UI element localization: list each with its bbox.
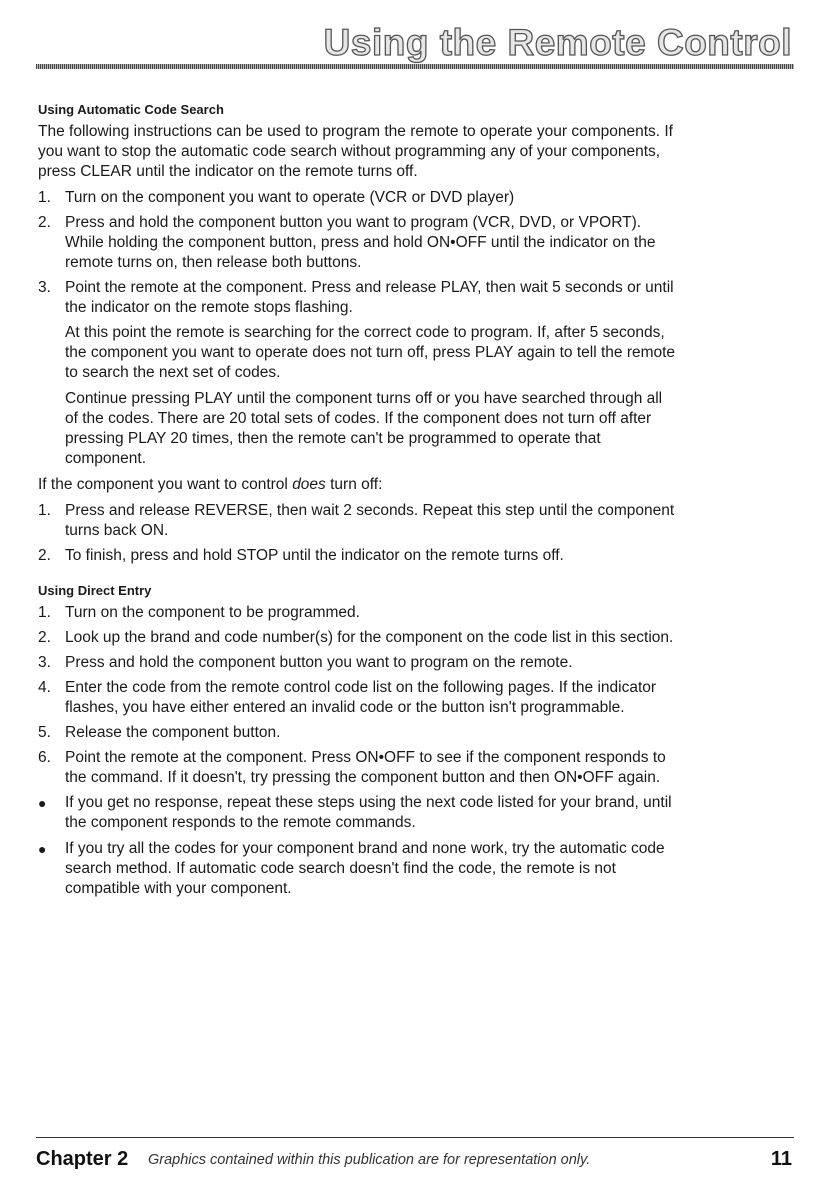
conditional-intro — [38, 475, 678, 495]
section-heading-direct-entry: Using Direct Entry — [38, 583, 152, 598]
list-item — [38, 678, 678, 718]
list-item — [38, 546, 678, 566]
page-number: 11 — [770, 1148, 792, 1170]
list-text: Turn on the component to be programmed. — [65, 604, 360, 621]
list-number: 2. — [38, 547, 51, 564]
list-item — [38, 278, 678, 318]
list-item — [38, 501, 678, 541]
list-item — [38, 213, 678, 273]
list-text: Enter the code from the remote control code list on the following pages. If the indicator flashes, you have either entered an invalid code or the button isn't programmable. — [65, 679, 657, 716]
list-number: 2. — [38, 214, 51, 231]
list-number: 4. — [38, 679, 51, 696]
list-text: Turn on the component you want to operate (VCR or DVD player) — [65, 189, 515, 206]
list-number: 6. — [38, 749, 51, 766]
bullet-item — [38, 839, 678, 899]
list-text: To finish, press and hold STOP until the indicator on the remote turns off. — [65, 547, 564, 564]
list-item — [38, 653, 678, 673]
bullet-text: If you try all the codes for your component brand and none work, try the automatic code search method. If automatic code search doesn't find the code, the remote is not compatible with your component. — [65, 840, 665, 897]
list-number: 3. — [38, 279, 51, 296]
list-number: 1. — [38, 189, 51, 206]
bullet-item — [38, 793, 678, 833]
list-item — [38, 188, 678, 208]
intro-paragraph: The following instructions can be used to program the remote to operate your components. If you want to stop the automatic code search without programming any of your components, press CLEAR until the indicator on the remote turns off. — [38, 123, 673, 180]
bullet-icon: ● — [38, 841, 47, 857]
conditional-emphasis: does — [292, 476, 326, 493]
list-item — [38, 628, 678, 648]
list-text: Point the remote at the component. Press ON•OFF to see if the component responds to the command. If it doesn't, try pressing the component button and then ON•OFF again. — [65, 749, 666, 786]
footer-rule — [36, 1137, 794, 1138]
conditional-prefix: If the component you want to control — [38, 476, 293, 493]
list-text: Release the component button. — [65, 724, 281, 741]
page-title: Using the Remote Control — [323, 22, 792, 63]
list-text: Look up the brand and code number(s) for the component on the code list in this section. — [65, 629, 674, 646]
section-heading-automatic-code-search: Using Automatic Code Search — [38, 102, 224, 117]
list-number: 1. — [38, 604, 51, 621]
list-number: 1. — [38, 502, 51, 519]
list-item — [38, 748, 678, 788]
list-item — [38, 603, 678, 623]
step3-paragraph-2: Continue pressing PLAY until the component turns off or you have searched through all of the codes. There are 20 total sets of codes. If the component does not turn off after pressing PLAY 20 times, then the remote can't be programmed to operate that component. — [65, 390, 663, 467]
conditional-suffix: turn off: — [325, 476, 383, 493]
list-number: 5. — [38, 724, 51, 741]
list-number: 3. — [38, 654, 51, 671]
list-text: Press and hold the component button you want to program (VCR, DVD, or VPORT). While holding the component button, press and hold ON•OFF until the indicator on the remote turns on, then release both buttons. — [65, 214, 656, 271]
list-item — [38, 723, 678, 743]
footer — [36, 1148, 794, 1174]
footer-disclaimer: Graphics contained within this publication are for representation only. — [148, 1152, 591, 1168]
list-text: Press and release REVERSE, then wait 2 seconds. Repeat this step until the component turns back ON. — [65, 502, 675, 539]
bullet-icon: ● — [38, 795, 47, 811]
list-number: 2. — [38, 629, 51, 646]
list-text: Press and hold the component button you want to program on the remote. — [65, 654, 573, 671]
page-content — [38, 102, 678, 905]
title-rule — [36, 64, 794, 69]
bullet-text: If you get no response, repeat these steps using the next code listed for your brand, until the component responds to the remote commands. — [65, 794, 672, 831]
step3-paragraph-1: At this point the remote is searching for the correct code to program. If, after 5 seconds, the component you want to operate does not turn off, press PLAY again to tell the remote to search the next set of codes. — [65, 324, 676, 381]
list-text: Point the remote at the component. Press and release PLAY, then wait 5 seconds or until the indicator on the remote stops flashing. — [65, 279, 674, 316]
chapter-label: Chapter 2 — [36, 1148, 129, 1170]
